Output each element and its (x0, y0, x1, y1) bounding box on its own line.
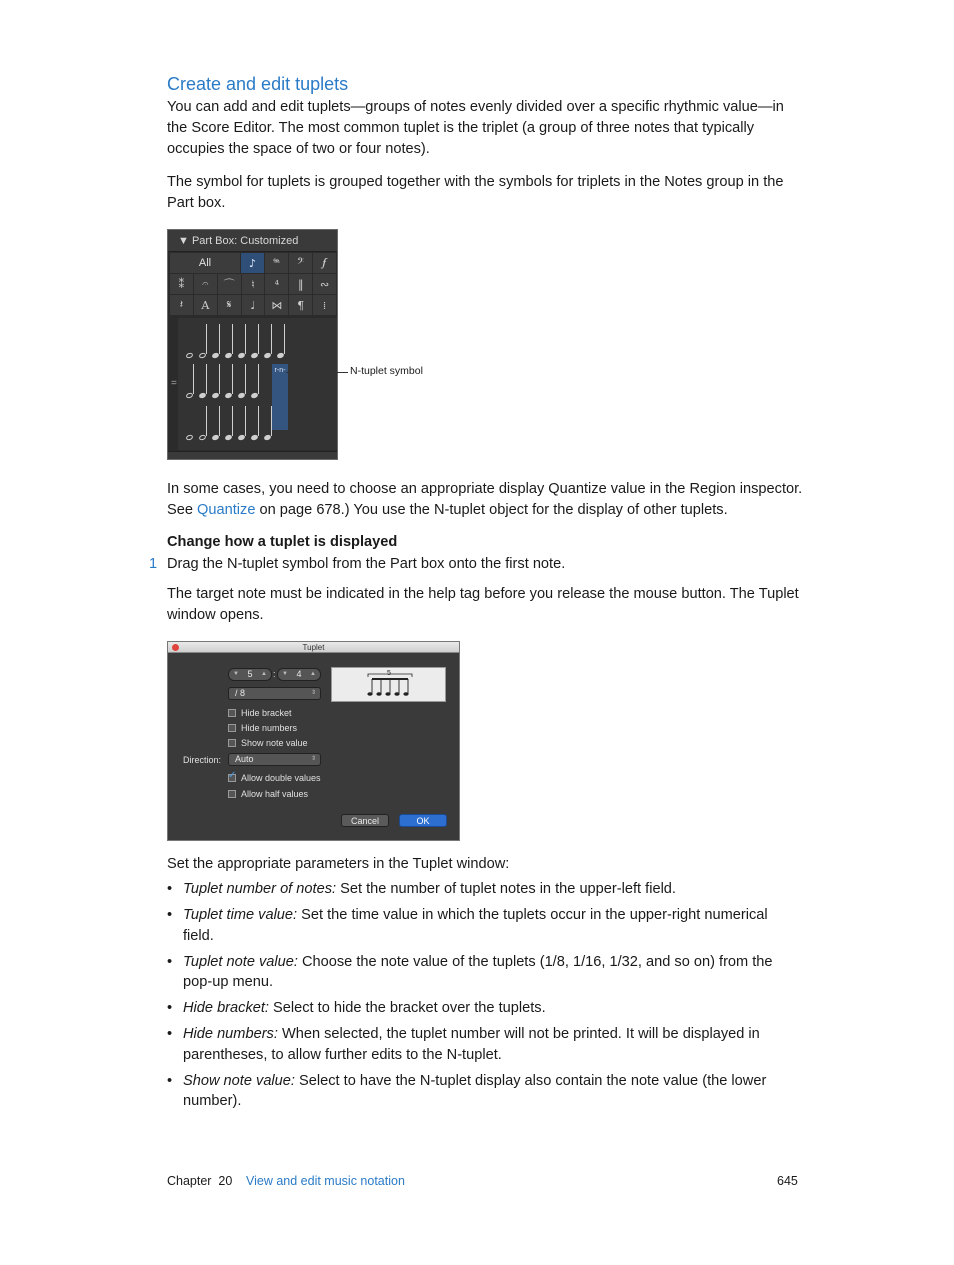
bullet-term: Hide numbers: (183, 1026, 278, 1042)
n-tuplet-symbol[interactable] (272, 364, 288, 430)
quarter-note-symbol[interactable] (212, 324, 221, 358)
text-group-icon[interactable]: A (194, 295, 217, 315)
close-icon[interactable] (172, 644, 179, 651)
tuplet-time-value: 4 (296, 669, 302, 679)
tempo-group-icon[interactable]: ♩ (242, 295, 265, 315)
dotted-thirty-second-note-symbol[interactable] (251, 406, 260, 440)
sixteenth-note-symbol[interactable] (238, 324, 247, 358)
dotted-whole-note-symbol[interactable] (186, 406, 195, 440)
triplet-thirty-second-note-symbol[interactable] (238, 364, 247, 398)
page-number: 645 (777, 1174, 798, 1188)
pedal-group-icon[interactable]: 𝆮 (265, 253, 288, 273)
increment-icon[interactable]: ▲ (261, 671, 267, 677)
bullet-text: Choose the note value of the tuplets (1/8, 1/16, 1/32, and so on) from the pop-up menu. (183, 953, 773, 990)
bullet-text: When selected, the tuplet number will not be printed. It will be displayed in parentheses, to allow further edits to the N-tuplet. (183, 1026, 760, 1063)
time-signature-group-icon[interactable]: ⁴ (265, 274, 288, 294)
bullet-term: Tuplet time value: (183, 907, 298, 923)
slur-group-icon[interactable]: ⌒ (218, 274, 241, 294)
hundred-twenty-eighth-note-symbol[interactable] (277, 324, 286, 358)
part-box-title: Part Box: Customized (191, 235, 299, 247)
trill-group-icon[interactable]: ∾ (313, 274, 336, 294)
allow-double-values-checkbox[interactable] (228, 773, 321, 783)
chord-grid-group-icon[interactable]: ⁞ (313, 295, 336, 315)
tuplet-notes-stepper[interactable] (228, 668, 272, 681)
notes-row-dotted (186, 406, 273, 440)
tuplet-window-title: Tuplet (302, 643, 325, 652)
list-item: • Hide numbers: When selected, the tuplet number will not be printed. It will be displayed in parentheses, to allow further edits to the N-tuplet. (167, 1026, 760, 1063)
paragraph-group-icon[interactable]: ¶ (289, 295, 312, 315)
direction-popup[interactable] (228, 753, 321, 766)
triplet-sixteenth-note-symbol[interactable] (225, 364, 234, 398)
show-note-value-label: Show note value (241, 738, 308, 748)
step-note: The target note must be indicated in the help tag before you release the mouse button. The Tuplet window opens. (167, 586, 799, 623)
checkbox-box-checked[interactable] (228, 774, 236, 782)
tuplet-notes-value: 5 (247, 669, 253, 679)
tuplet-window-titlebar (168, 642, 459, 653)
tuplet-preview-notation (332, 668, 447, 703)
dotted-eighth-note-symbol[interactable] (225, 406, 234, 440)
dotted-half-note-symbol[interactable] (199, 406, 208, 440)
ok-button[interactable]: OK (399, 814, 447, 827)
segno-group-icon[interactable]: 𝄋 (218, 295, 241, 315)
part-box-titlebar: ▼ Part Box: Customized (168, 230, 337, 252)
bullet-term: Hide bracket: (183, 1000, 269, 1016)
sixty-fourth-note-symbol[interactable] (264, 324, 273, 358)
checkbox-box[interactable] (228, 709, 236, 717)
note-value-label: / 8 (235, 688, 246, 698)
hide-numbers-checkbox[interactable] (228, 723, 297, 733)
chevron-updown-icon: ⇕ (310, 756, 316, 762)
increment-icon[interactable]: ▲ (310, 671, 316, 677)
notes-symbol-area (178, 318, 337, 450)
eighth-note-symbol[interactable] (225, 324, 234, 358)
dotted-quarter-note-symbol[interactable] (212, 406, 221, 440)
bullet-text: Set the number of tuplet notes in the upper-left field. (336, 881, 676, 897)
thirty-second-note-symbol[interactable] (251, 324, 260, 358)
allow-half-values-label: Allow half values (241, 789, 309, 799)
stepper-separator: : (273, 669, 276, 679)
section-title: Create and edit tuplets (167, 74, 349, 94)
checkbox-box[interactable] (228, 724, 236, 732)
list-item: • Show note value: Select to have the N-tuplet display also contain the note value (the lower number). (167, 1072, 767, 1109)
bullet-term: Tuplet number of notes: (183, 881, 337, 897)
checkbox-box[interactable] (228, 790, 236, 798)
part-box-all-button[interactable]: All (170, 253, 240, 273)
tuplet-time-stepper[interactable] (277, 668, 321, 681)
hide-numbers-label: Hide numbers (241, 723, 298, 733)
part-box-figure (167, 229, 338, 460)
list-item: • Hide bracket: Select to hide the bracket over the tuplets. (167, 1000, 546, 1016)
bullet-text: Set the time value in which the tuplets occur in the upper-right numerical field. (183, 907, 768, 944)
quantize-text-before: In some cases, you need to choose an appropriate display Quantize value in the Region inspector. See (167, 481, 803, 518)
crescendo-group-icon[interactable]: ⋈ (265, 295, 288, 315)
step-text: Drag the N-tuplet symbol from the Part box onto the first note. (167, 556, 566, 572)
dynamics-group-icon[interactable]: 𝆑 (313, 253, 336, 273)
preview-tuplet-number: 5 (387, 670, 391, 677)
direction-value: Auto (235, 754, 254, 764)
allow-half-values-checkbox[interactable] (228, 789, 308, 799)
part-box-bottom-bar (168, 451, 337, 459)
hide-bracket-label: Hide bracket (241, 708, 292, 718)
chevron-updown-icon: ⇕ (310, 690, 316, 696)
direction-label: Direction: (183, 755, 222, 765)
bullet-term: Show note value: (183, 1072, 295, 1089)
dotted-sixteenth-note-symbol[interactable] (238, 406, 247, 440)
set-params-text: Set the appropriate parameters in the Tuplet window: (167, 856, 510, 872)
checkbox-box[interactable] (228, 739, 236, 747)
hide-bracket-checkbox[interactable] (228, 708, 292, 718)
barline-group-icon[interactable]: ‖ (289, 274, 312, 294)
footer-chapter-link[interactable]: View and edit music notation (246, 1174, 405, 1188)
cancel-button[interactable]: Cancel (341, 814, 389, 827)
part-box-paragraph: The symbol for tuplets is grouped together with the symbols for triplets in the Notes group in the Part box. (167, 174, 784, 211)
accidental-group-icon[interactable]: ♮ (242, 274, 265, 294)
equals-icon: = (171, 378, 177, 389)
footer-chapter: Chapter 20 (167, 1174, 233, 1188)
triplet-half-note-symbol[interactable] (186, 364, 195, 398)
list-item: • Tuplet time value: Set the time value in which the tuplets occur in the upper-right numerical field. (167, 907, 768, 944)
callout-line (286, 372, 348, 373)
list-item: • Tuplet number of notes: Set the number of tuplet notes in the upper-left field. (167, 881, 676, 897)
quantize-paragraph (167, 479, 817, 521)
clef-group-icon[interactable]: 𝄢 (289, 253, 312, 273)
parameter-list (167, 879, 787, 1117)
intro-paragraph: You can add and edit tuplets—groups of notes evenly divided over a specific rhythmic value—in the Score Editor. The most common tuplet is the triplet (a group of three notes that typically occupies the space of two or four notes). (167, 99, 784, 157)
bullet-text: Select to hide the bracket over the tuplets. (268, 1000, 546, 1016)
notes-row-triplet (186, 364, 260, 398)
n-tuplet-mark: r-n- (274, 367, 286, 374)
whole-note-symbol[interactable] (186, 324, 195, 358)
decrement-icon[interactable]: ▼ (233, 671, 239, 677)
bullet-term: Tuplet note value: (183, 953, 298, 970)
triplet-sixty-fourth-note-symbol[interactable] (251, 364, 260, 398)
triplet-eighth-note-symbol[interactable] (212, 364, 221, 398)
note-value-popup[interactable] (228, 687, 321, 700)
quantize-link[interactable]: Quantize (197, 502, 256, 518)
tuplet-window (167, 641, 460, 841)
procedure-title: Change how a tuplet is displayed (167, 534, 398, 550)
callout-label: N-tuplet symbol (350, 365, 423, 377)
articulation-group-icon[interactable]: ⁑ (170, 274, 193, 294)
notes-group-icon[interactable]: ♪ (241, 253, 264, 273)
quantize-text-after: on page 678.) You use the N-tuplet object for the display of other tuplets. (255, 502, 728, 518)
step-number: 1 (149, 556, 158, 572)
half-note-symbol[interactable] (199, 324, 208, 358)
allow-double-values-label: Allow double values (241, 773, 321, 783)
notes-row-regular (186, 324, 286, 358)
tuplet-preview (331, 667, 446, 702)
list-item: • Tuplet note value: Choose the note value of the tuplets (1/8, 1/16, 1/32, and so on) from the pop-up menu. (167, 953, 773, 990)
part-box-group-grid (170, 253, 337, 316)
decrement-icon[interactable]: ▼ (282, 671, 288, 677)
rest-group-icon[interactable]: 𝄽 (170, 295, 193, 315)
show-note-value-checkbox[interactable] (228, 738, 308, 748)
bullet-text: Select to have the N-tuplet display also contain the note value (the lower number). (183, 1072, 767, 1109)
triplet-quarter-note-symbol[interactable] (199, 364, 208, 398)
ornament-group-icon[interactable]: 𝄐 (194, 274, 217, 294)
